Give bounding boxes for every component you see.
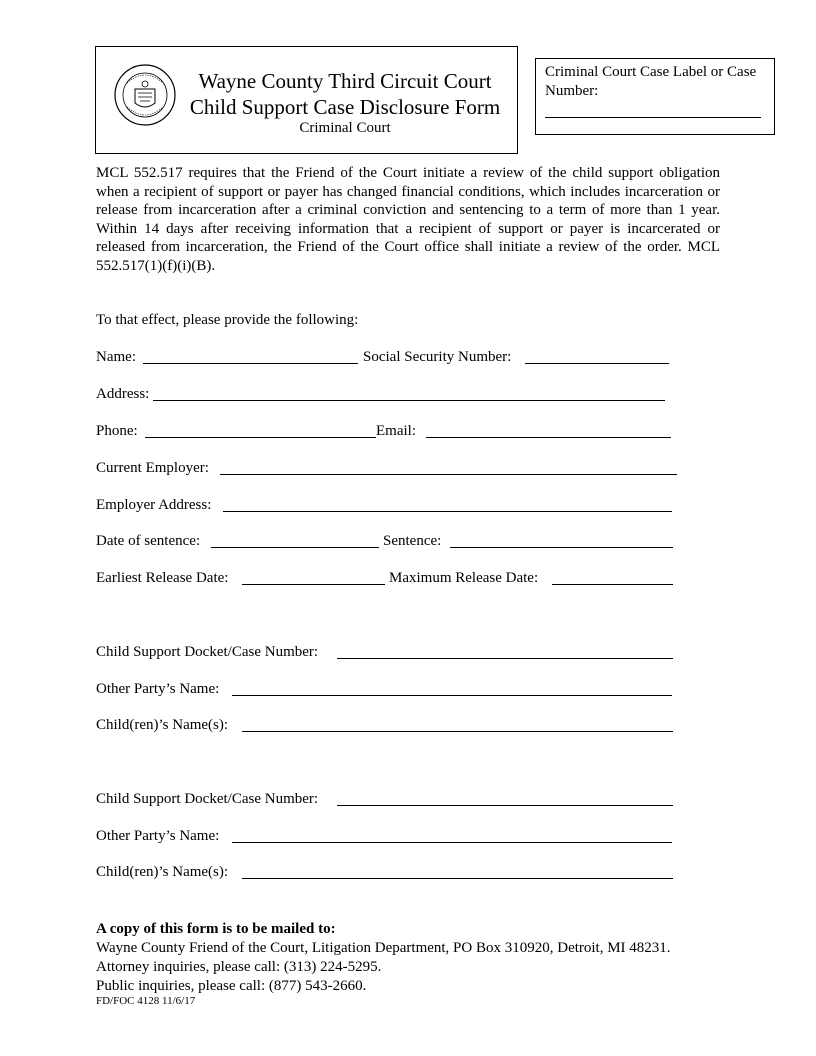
case-number-line[interactable] bbox=[545, 117, 761, 118]
form-title: Child Support Case Disclosure Form bbox=[189, 95, 501, 119]
address-row bbox=[96, 385, 676, 405]
phone-field[interactable] bbox=[145, 437, 376, 438]
name-label: Name: bbox=[96, 349, 136, 365]
children-field-2[interactable] bbox=[242, 878, 673, 879]
earliest-release-field[interactable] bbox=[242, 584, 385, 585]
footer bbox=[96, 920, 776, 996]
date-of-sentence-label: Date of sentence: bbox=[96, 533, 201, 549]
employer-address-label: Employer Address: bbox=[96, 497, 212, 513]
mail-address: Wayne County Friend of the Court, Litigation Department, PO Box 310920, Detroit, MI 48231. bbox=[96, 940, 671, 956]
release-dates-row bbox=[96, 569, 676, 589]
intro-paragraph: MCL 552.517 requires that the Friend of the Court initiate a review of the child support obligation when a recipient of support or payer has changed financial conditions, which includes incarceration or release from incarceration after a criminal conviction and sentencing to a term of more than 1 year. Within 14 days after receiving information that a recipient of support or payer is incarcerated or released from incarceration, the Friend of the Court office shall initiate a review of the order. MCL 552.517(1)(f)(i)(B). bbox=[96, 165, 720, 274]
sentence-label: Sentence: bbox=[383, 533, 442, 549]
docket-label-2: Child Support Docket/Case Number: bbox=[96, 791, 319, 807]
phone-label: Phone: bbox=[96, 423, 138, 439]
other-party-row-1 bbox=[96, 680, 676, 700]
name-row bbox=[96, 348, 676, 368]
employer-address-field[interactable] bbox=[223, 511, 672, 512]
address-label: Address: bbox=[96, 386, 150, 402]
other-party-label-1: Other Party’s Name: bbox=[96, 681, 220, 697]
ssn-field[interactable] bbox=[525, 363, 669, 364]
public-phone: Public inquiries, please call: (877) 543-2660. bbox=[96, 978, 367, 994]
maximum-release-label: Maximum Release Date: bbox=[389, 570, 539, 586]
other-party-label-2: Other Party’s Name: bbox=[96, 828, 220, 844]
other-party-field-1[interactable] bbox=[232, 695, 672, 696]
ssn-label: Social Security Number: bbox=[363, 349, 512, 365]
email-field[interactable] bbox=[426, 437, 671, 438]
other-party-field-2[interactable] bbox=[232, 842, 672, 843]
docket-field-2[interactable] bbox=[337, 805, 673, 806]
current-employer-row bbox=[96, 459, 681, 479]
children-label-2: Child(ren)’s Name(s): bbox=[96, 864, 229, 880]
maximum-release-field[interactable] bbox=[552, 584, 673, 585]
docket-label-1: Child Support Docket/Case Number: bbox=[96, 644, 319, 660]
name-field[interactable] bbox=[143, 363, 358, 364]
current-employer-label: Current Employer: bbox=[96, 460, 209, 476]
attorney-phone: Attorney inquiries, please call: (313) 224-5295. bbox=[96, 959, 382, 975]
docket-row-1 bbox=[96, 643, 676, 663]
sentence-field[interactable] bbox=[450, 547, 673, 548]
court-type: Criminal Court bbox=[299, 120, 391, 136]
sentence-row bbox=[96, 532, 676, 552]
children-row-2 bbox=[96, 863, 676, 883]
instruction-text: To that effect, please provide the following: bbox=[96, 312, 359, 328]
children-label-1: Child(ren)’s Name(s): bbox=[96, 717, 229, 733]
mail-heading: A copy of this form is to be mailed to: bbox=[96, 921, 336, 937]
email-label: Email: bbox=[376, 423, 416, 439]
current-employer-field[interactable] bbox=[220, 474, 677, 475]
children-row-1 bbox=[96, 716, 676, 736]
earliest-release-label: Earliest Release Date: bbox=[96, 570, 229, 586]
children-field-1[interactable] bbox=[242, 731, 673, 732]
court-name: Wayne County Third Circuit Court bbox=[198, 69, 492, 93]
address-field[interactable] bbox=[153, 400, 665, 401]
docket-row-2 bbox=[96, 790, 676, 810]
employer-address-row bbox=[96, 496, 676, 516]
case-label-text: Criminal Court Case Label or Case Number: bbox=[545, 64, 757, 99]
docket-field-1[interactable] bbox=[337, 658, 673, 659]
court-seal-icon bbox=[113, 63, 177, 127]
form-number: FD/FOC 4128 11/6/17 bbox=[96, 995, 196, 1007]
other-party-row-2 bbox=[96, 827, 676, 847]
phone-email-row bbox=[96, 422, 676, 442]
date-of-sentence-field[interactable] bbox=[211, 547, 379, 548]
